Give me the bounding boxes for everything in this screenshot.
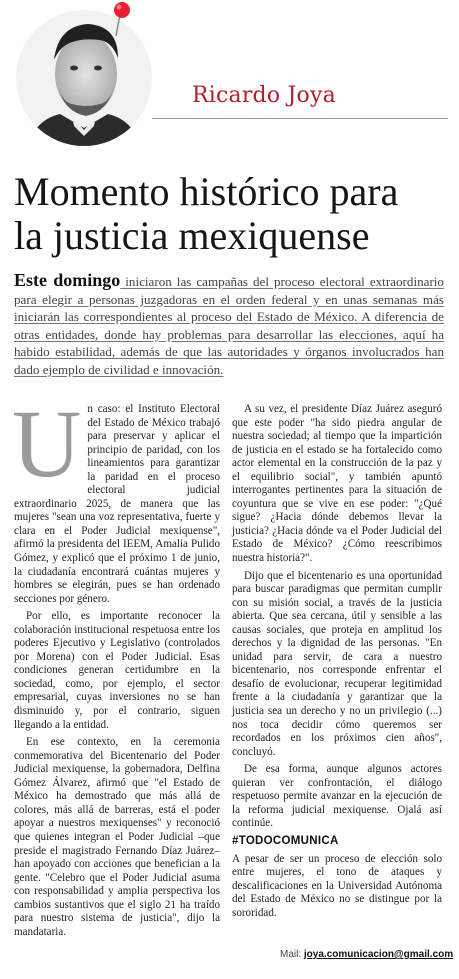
title-line-1: Momento histórico para [14,169,399,214]
paragraph: En ese contexto, en la ceremonia conmemorativa del Bicentenario del Poder Judicial mexiquense, la gobernadora, Delfina Gómez Álvarez, afirmó que "el Estado de México ha demostrado que más allá de colores, más allá de barreras, está el poder apoyar a nuestros mexiquenses" y reconoció que quienes integran el Poder Judicial –que preside el magistrado Fernando Díaz Juárez– han apoyado con acciones que benefician a la gente. "Celebro que el Poder Judicial asuma con responsabilidad y amplia perspectiva los cambios sustantivos que el siglo 21 ha traído para nuestro sistema de justicia", dijo la mandataria. [14,736,220,938]
drop-cap: U [12,390,82,497]
paragraph [12,390,220,606]
paragraph: A pesar de ser un proceso de elección solo entre mujeres, el tono de ataques y descalificaciones en la Universidad Autónoma del Estado de México no se distingue por la sororidad. [232,852,442,919]
email-link[interactable]: joya.comunicacion@gmail.com [303,949,454,960]
lead-in: Este domingo [14,270,121,290]
author-name: Ricardo Joya [192,83,336,108]
article-lead [14,272,444,379]
pin-icon [110,0,134,40]
paragraph: A su vez, el presidente Díaz Juárez aseguró que este poder "ha sido piedra angular de nuestra sociedad; al tiempo que la impartición de justicia en el estado se ha fortalecido como actor elemental en la construcción de la paz y el equilibrio social", y también apuntó interrogantes pertinentes para la situación de coyuntura que se vive en ese poder: "¿Qué sigue? ¿Hacia dónde debemos llevar la justicia? ¿Hacia dónde va el Poder Judicial del Estado de México? ¿Cómo reescribimos nuestra historia?". [232,403,442,565]
paragraph: Por ello, es importante reconocer la colaboración institucional respetuosa entre los poderes Ejecutivo y Legislativo (controlados por Morena) con el Poder Judicial. Esas condiciones generan certidumbre en la sociedad, como, por ejemplo, el sector empresarial, cuyas inversiones no se han disminuido y, por el contrario, siguen llegando a la entidad. [14,610,220,731]
paragraph-text: n caso: el Instituto Electoral del Estado de México trabajó para preservar y aplicar el principio de paridad, con los lineamientos para garantizar la paridad en el proceso electoral judicial extraordinario 2025, de manera que las mujeres "sean una voz representativa, fuerte y clara en el Poder Judicial mexiquense", afirmó la presidenta del IEEM, Amalia Pulido Gómez, y explicó que el próximo 1 de junio, la ciudadanía encontrará cuántas mujeres y hombres se elegirán, pues se han ordenado secciones por género. [14,403,220,605]
lead-text: iniciaron las campañas del proceso electoral extraordinario para elegir a personas juzgadoras en el orden federal y en unas semanas más iniciarán las correspondientes al proceso del Estado de México. A diferencia de otras entidades, donde hay problemas para desarrollar las elecciones, aquí ha habido estabilidad, además de que las autoridades y órganos involucrados han dado ejemplo de civilidad e innovación. [14,274,444,377]
section-hashtag: #TODOCOMUNICA [232,834,339,847]
mail-label: Mail: [280,949,302,960]
article-title [14,170,454,258]
author-contact [280,949,453,960]
divider [152,118,448,119]
column-left [12,390,220,943]
paragraph: Dijo que el bicentenario es una oportunidad para buscar paradigmas que permitan cumplir con su misión social, a través de la justicia abierta. Que sea cercana, útil y sensible a las causas sociales, que proteja en amplitud los derechos y la dignidad de las personas. "En unidad para servir, de cara a nuestro bicentenario, nos corresponde enfrentar el desafío de evolucionar, recuperar legitimidad frente a la ciudadanía y garantizar que la justicia sea un derecho y no un privilegio (...) nos toca decidir cómo queremos ser recordados en los próximos cien años", concluyó. [232,569,442,758]
author-header [0,0,459,150]
column-right [232,403,442,924]
paragraph: De esa forma, aunque algunos actores quieran ver confrontación, el diálogo respetuoso permite avanzar en la ejecución de la reforma judicial mexiquense. Ojalá así continúe. [232,763,442,830]
title-line-2: la justicia mexiquense [14,213,370,258]
